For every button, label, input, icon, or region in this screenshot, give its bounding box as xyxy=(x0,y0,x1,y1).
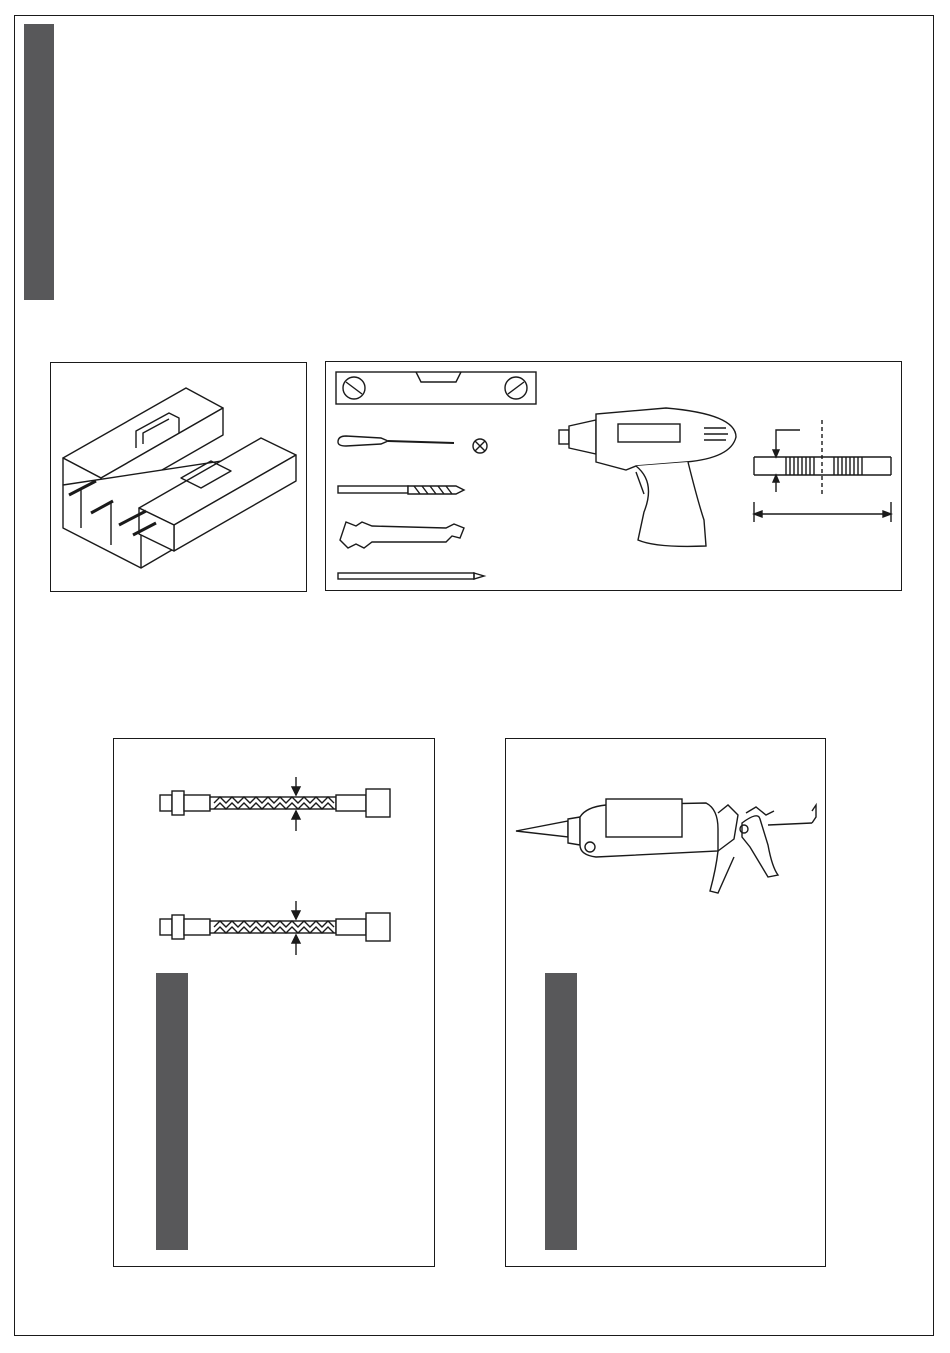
phillips-screwdriver-icon xyxy=(338,436,487,453)
pipe-measurement-icon xyxy=(754,420,891,522)
drill-bit-icon xyxy=(338,486,464,494)
pencil-icon xyxy=(338,573,484,579)
hose-text-bar xyxy=(156,973,188,1250)
toolbox-icon xyxy=(51,363,308,593)
power-drill-icon xyxy=(559,408,736,546)
section-heading-bar xyxy=(24,24,54,300)
spirit-level-icon xyxy=(336,372,536,404)
tools-panel xyxy=(325,361,902,591)
toolbox-panel xyxy=(50,362,307,592)
open-end-wrench-icon xyxy=(340,522,464,548)
caulking-gun-icon xyxy=(506,739,827,939)
braided-flex-hose-icon xyxy=(114,739,436,959)
caulking-text-bar xyxy=(545,973,577,1250)
